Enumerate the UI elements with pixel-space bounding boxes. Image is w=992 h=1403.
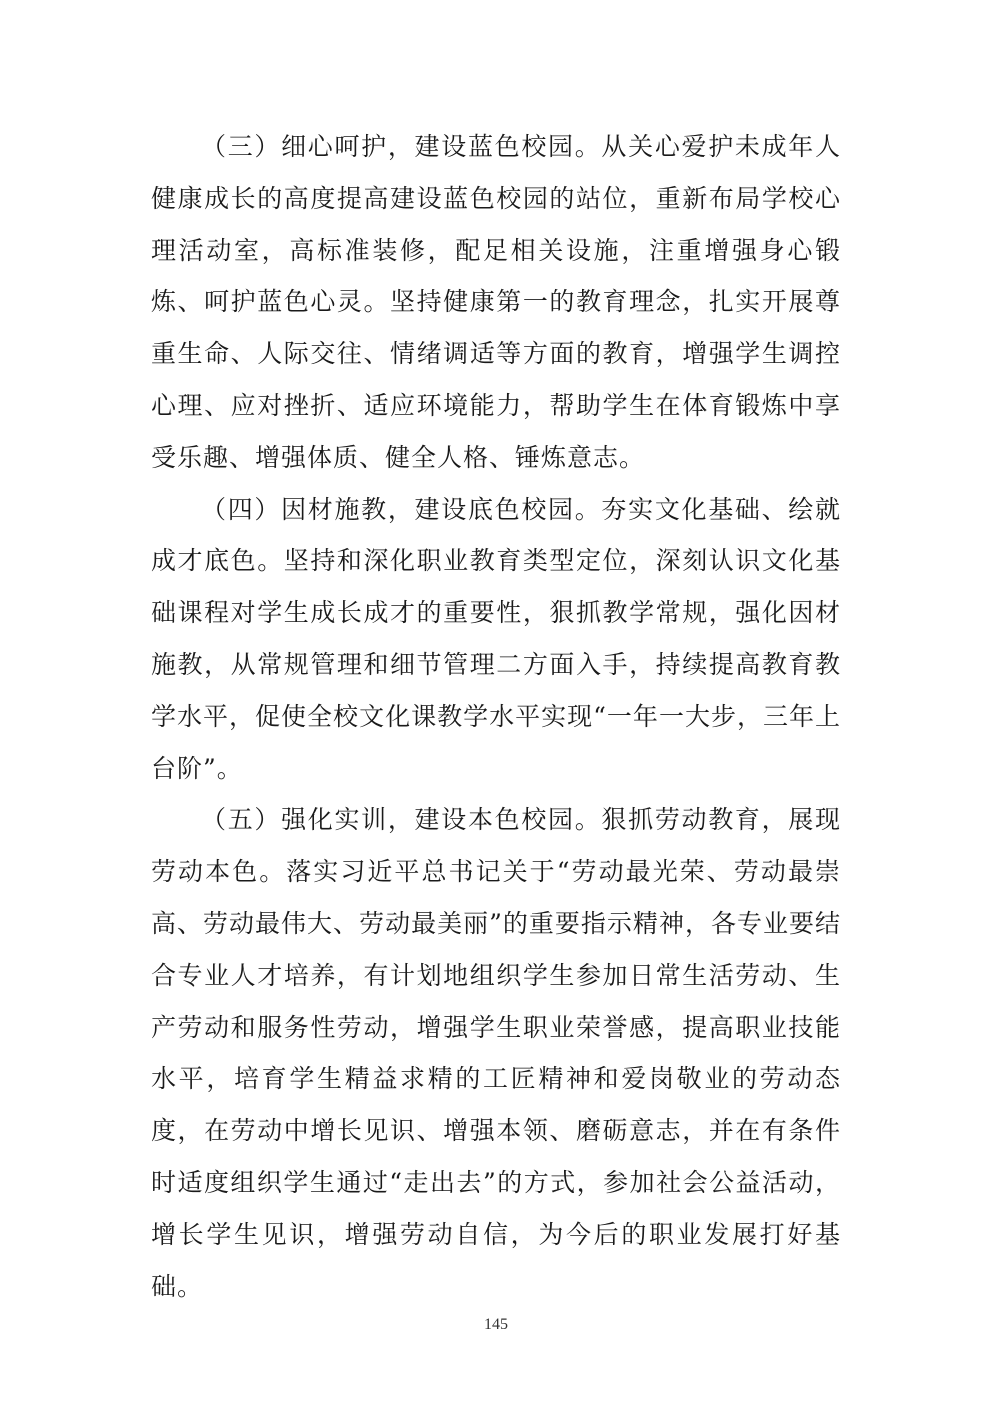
- paragraph-true-campus: （五）强化实训，建设本色校园。狠抓劳动教育，展现劳动本色。落实习近平总书记关于“劳动最光荣、劳动最崇高、劳动最伟大、劳动最美丽”的重要指示精神，各专业要结合专业人才培养，有计划地组织学生参加日常生活劳动、生产劳动和服务性劳动，增强学生职业荣誉感，提高职业技能水平，培育学生精益求精的工匠精神和爱岗敬业的劳动态度，在劳动中增长见识、增强本领、磨砺意志，并在有条件时适度组织学生通过“走出去”的方式，参加社会公益活动，增长学生见识，增强劳动自信，为今后的职业发展打好基础。: [151, 805, 841, 1301]
- paragraph-blue-campus: （三）细心呵护，建设蓝色校园。从关心爱护未成年人健康成长的高度提高建设蓝色校园的站位，重新布局学校心理活动室，高标准装修，配足相关设施，注重增强身心锻炼、呵护蓝色心灵。坚持健康第一的教育理念，扎实开展尊重生命、人际交往、情绪调适等方面的教育，增强学生调控心理、应对挫折、适应环境能力，帮助学生在体育锻炼中享受乐趣、增强体质、健全人格、锤炼意志。: [151, 132, 841, 472]
- page-number: 145: [484, 1316, 508, 1333]
- document-body: [151, 121, 841, 1312]
- paragraph-base-campus: （四）因材施教，建设底色校园。夯实文化基础、绘就成才底色。坚持和深化职业教育类型定位，深刻认识文化基础课程对学生成长成才的重要性，狠抓教学常规，强化因材施教，从常规管理和细节管理二方面入手，持续提高教育教学水平，促使全校文化课教学水平实现“一年一大步，三年上台阶”。: [151, 494, 841, 783]
